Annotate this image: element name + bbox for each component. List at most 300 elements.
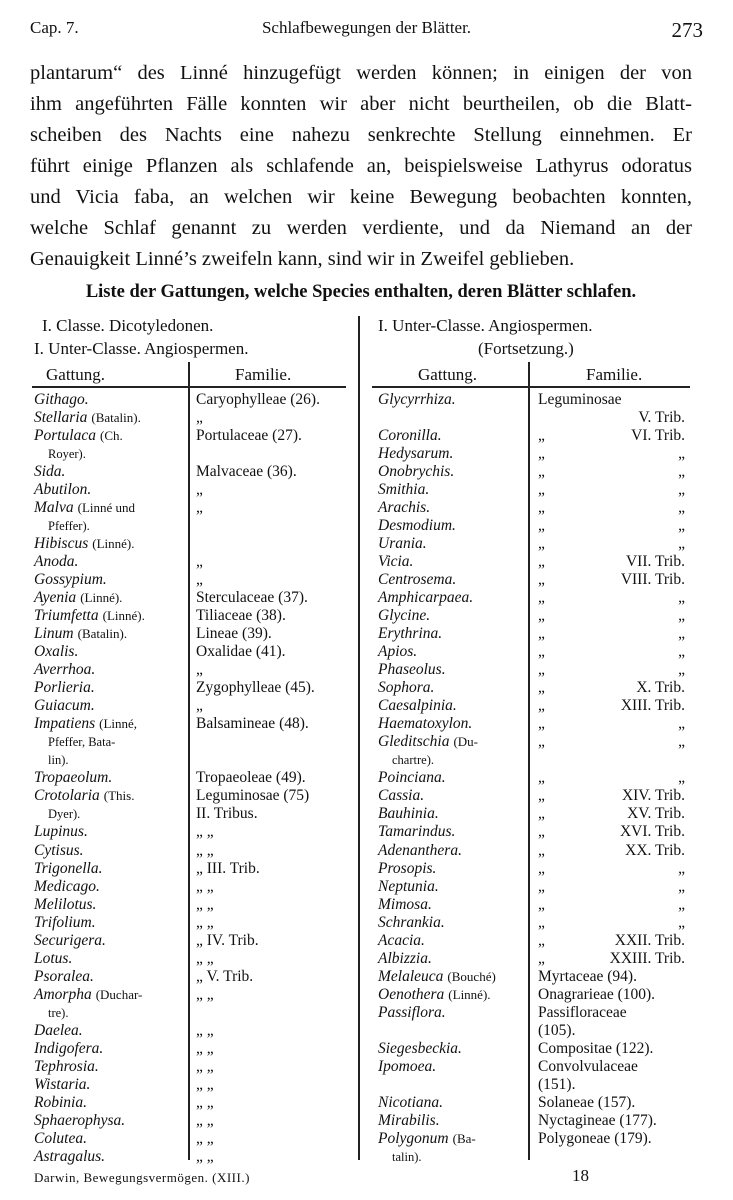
family-entry: „ — [538, 949, 545, 967]
tribe-entry: „ — [678, 445, 685, 463]
genus-name: Cassia. — [378, 787, 425, 805]
genus-name: Polygonum — [378, 1129, 449, 1147]
family-entry: „ — [538, 877, 545, 895]
left-inner-divider — [188, 362, 190, 1160]
tribe-entry: XIII. Trib. — [620, 697, 685, 715]
tribe-entry: X. Trib. — [636, 679, 685, 697]
family-entry: „ — [538, 733, 545, 751]
genus-entry — [378, 1112, 440, 1130]
family-entry: „ — [538, 697, 545, 715]
tribe-entry: „ — [678, 625, 685, 643]
tribe-entry: XX. Trib. — [625, 841, 685, 859]
paragraph-line: plantarum“ des Linné hinzugefügt werden können; in einigen der von — [30, 62, 692, 84]
genus-entry — [34, 571, 107, 589]
genus-name: Guiacum. — [34, 697, 95, 715]
family-entry: „ „ — [196, 1057, 214, 1075]
genus-name: Stellaria — [34, 409, 88, 427]
genus-name: Astragalus. — [34, 1147, 106, 1165]
genus-name: Ayenia — [34, 589, 77, 607]
tribe-entry: „ — [678, 733, 685, 751]
genus-name: Haematoxylon. — [378, 715, 473, 733]
tribe-entry: „ — [678, 607, 685, 625]
genus-entry — [34, 1094, 87, 1112]
genus-entry — [34, 769, 112, 787]
family-entry: Portulaceae (27). — [196, 427, 302, 445]
tribe-entry: „ — [678, 463, 685, 481]
family-entry: „ — [196, 697, 203, 715]
family-entry: „ — [538, 535, 545, 553]
family-entry: „ „ — [196, 1147, 214, 1165]
family-entry: „ „ — [196, 1039, 214, 1057]
paragraph-line: und Vicia faba, an welchen wir keine Bewegung beobachten konnten, — [30, 186, 692, 208]
genus-name: Acacia. — [378, 931, 425, 949]
genus-entry — [48, 1004, 68, 1022]
family-entry: „ — [538, 679, 545, 697]
authority-note: (Ba- — [452, 1130, 476, 1146]
genus-name: Apios. — [378, 643, 418, 661]
genus-entry — [48, 517, 90, 535]
tribe-entry: „ — [678, 661, 685, 679]
family-entry: „ „ — [196, 913, 214, 931]
genus-entry — [34, 878, 100, 896]
genus-name: Ipomoea. — [378, 1057, 437, 1075]
genus-entry — [378, 661, 446, 679]
authority-note: talin). — [392, 1149, 422, 1164]
genus-name: Triumfetta — [34, 607, 99, 625]
genus-entry — [34, 553, 78, 571]
genus-entry — [378, 842, 462, 860]
body-paragraph — [30, 58, 692, 275]
genus-name: Tamarindus. — [378, 823, 456, 841]
tribe-entry: „ — [678, 481, 685, 499]
tribe-entry: „ — [678, 877, 685, 895]
genus-entry — [34, 1040, 103, 1058]
genus-entry — [378, 427, 442, 445]
genus-entry — [378, 932, 425, 950]
genus-entry — [378, 968, 496, 986]
family-entry: „ „ — [196, 1111, 214, 1129]
genus-entry — [378, 896, 432, 914]
family-entry: „ — [538, 769, 545, 787]
genus-name: Anoda. — [34, 553, 79, 571]
family-entry: „ „ — [196, 1075, 214, 1093]
genus-name: Adenanthera. — [378, 841, 462, 859]
genus-name: Amphicarpaea. — [378, 589, 474, 607]
family-entry: Balsamineae (48). — [196, 715, 309, 733]
genus-name: Sida. — [34, 463, 66, 481]
page-number: 273 — [671, 18, 703, 42]
authority-note: (Ch. — [100, 428, 123, 444]
family-entry: „ „ — [196, 1093, 214, 1111]
genus-name: Cytisus. — [34, 841, 84, 859]
genus-entry — [34, 427, 123, 445]
signature-mark: 18 — [572, 1166, 589, 1185]
genus-entry — [34, 409, 141, 427]
family-entry: Solaneae (157). — [538, 1093, 636, 1111]
authority-note: (Linné, — [99, 716, 138, 732]
genus-entry — [378, 535, 427, 553]
genus-name: Sphaerophysa. — [34, 1111, 126, 1129]
genus-entry — [34, 787, 134, 805]
genus-entry — [378, 715, 472, 733]
genus-name: Linum — [34, 625, 74, 643]
family-entry: „ — [196, 553, 203, 571]
left-class-heading: I. Classe. Dicotyledonen. — [42, 316, 214, 335]
family-entry: „ — [196, 481, 203, 499]
genus-name: Vicia. — [378, 553, 414, 571]
genus-entry — [34, 679, 95, 697]
right-continued-label: (Fortsetzung.) — [478, 339, 574, 358]
genus-name: Indigofera. — [34, 1039, 104, 1057]
genus-name: Daelea. — [34, 1021, 83, 1039]
authority-note: (Linné). — [80, 590, 123, 606]
family-entry: Polygoneae (179). — [538, 1129, 652, 1147]
family-entry: „ „ — [196, 823, 214, 841]
genus-entry — [378, 571, 456, 589]
genus-name: Averrhoa. — [34, 661, 96, 679]
genus-name: Crotolaria — [34, 787, 100, 805]
genus-entry — [34, 391, 89, 409]
tribe-entry: „ — [678, 499, 685, 517]
genus-entry — [378, 986, 491, 1004]
genus-name: Glycyrrhiza. — [378, 391, 456, 408]
genus-name: Glycine. — [378, 607, 431, 625]
genus-entry — [378, 553, 413, 571]
family-entry: „ „ — [196, 841, 214, 859]
genus-entry — [34, 499, 135, 517]
tribe-entry: XXIII. Trib. — [609, 949, 685, 967]
genus-entry — [378, 860, 436, 878]
family-entry: „ — [538, 715, 545, 733]
tribe-entry: „ — [678, 913, 685, 931]
tribe-entry: „ — [678, 643, 685, 661]
family-entry: „ — [538, 499, 545, 517]
family-entry: „ — [538, 661, 545, 679]
right-col-genus-header: Gattung. — [418, 365, 478, 384]
authority-note: (Batalin). — [91, 410, 141, 426]
genus-name: Desmodium. — [378, 517, 456, 535]
genus-entry — [34, 643, 78, 661]
family-entry: „ — [538, 427, 545, 445]
genus-name: Trifolium. — [34, 913, 96, 931]
family-entry: Zygophylleae (45). — [196, 679, 315, 697]
genus-name: Hedysarum. — [378, 445, 454, 463]
genus-name: Portulaca — [34, 427, 96, 445]
paragraph-line: welche Schlaf genannt zu werden verdiente, und da Niemand an der — [30, 217, 692, 239]
family-entry: „ — [538, 481, 545, 499]
family-entry: „ — [538, 643, 545, 661]
authority-note: Pfeffer, Bata- — [48, 735, 116, 750]
genus-entry — [34, 1148, 105, 1166]
family-entry: „ — [196, 409, 203, 427]
authority-note: (Linné). — [102, 608, 145, 624]
right-header-rule — [372, 386, 690, 388]
family-entry: Leguminosae — [538, 391, 622, 408]
family-entry: „ „ — [196, 895, 214, 913]
tribe-entry: VI. Trib. — [631, 427, 685, 445]
genus-entry — [34, 896, 96, 914]
family-entry: II. Tribus. — [196, 805, 258, 823]
genus-entry — [378, 733, 478, 751]
tribe-entry: V. Trib. — [638, 409, 685, 427]
family-entry: „ V. Trib. — [196, 967, 254, 985]
genus-entry — [378, 697, 457, 715]
tribe-entry: XVI. Trib. — [619, 823, 685, 841]
genus-entry — [378, 1094, 443, 1112]
tribe-entry: XXII. Trib. — [614, 931, 685, 949]
center-divider — [358, 316, 360, 1160]
genus-entry — [378, 823, 455, 841]
left-col-family-header: Familie. — [235, 365, 292, 384]
genus-name: Medicago. — [34, 877, 100, 895]
tribe-entry: „ — [678, 769, 685, 787]
family-entry: Malvaceae (36). — [196, 463, 297, 481]
genus-name: Psoralea. — [34, 967, 94, 985]
authority-note: (Linné). — [92, 536, 135, 552]
genus-entry — [34, 607, 145, 625]
genus-name: Tephrosia. — [34, 1057, 99, 1075]
family-entry: „ — [196, 499, 203, 517]
page-header — [30, 18, 703, 48]
family-entry: „ — [538, 823, 545, 841]
genus-entry — [34, 1076, 90, 1094]
tribe-entry: „ — [678, 859, 685, 877]
right-col-family-header: Familie. — [586, 365, 643, 384]
authority-note: (Linné und — [77, 500, 136, 516]
genus-entry — [48, 445, 86, 463]
genus-entry — [378, 499, 430, 517]
genus-name: Urania. — [378, 535, 427, 553]
genus-entry — [34, 589, 122, 607]
authority-note: chartre). — [392, 753, 434, 768]
genus-name: Abutilon. — [34, 481, 92, 499]
genus-entry — [378, 914, 445, 932]
family-entry: „ — [538, 913, 545, 931]
genus-entry — [34, 661, 95, 679]
genus-entry — [378, 950, 432, 968]
genus-entry — [34, 860, 102, 878]
tribe-entry: „ — [678, 895, 685, 913]
left-subclass-heading: I. Unter-Classe. Angiospermen. — [34, 339, 249, 358]
family-entry: „ — [538, 607, 545, 625]
family-entry: „ — [538, 589, 545, 607]
authority-note: lin). — [48, 753, 69, 768]
genus-name: Gleditschia — [378, 733, 450, 751]
genus-entry — [378, 1040, 462, 1058]
family-entry: Leguminosae (75) — [196, 787, 310, 805]
genus-name: Poinciana. — [378, 769, 446, 787]
genus-name: Hibiscus — [34, 535, 89, 553]
genus-name: Prosopis. — [378, 859, 437, 877]
genus-entry — [378, 787, 424, 805]
right-subclass-heading: I. Unter-Classe. Angiospermen. — [378, 316, 593, 335]
genus-entry — [34, 986, 142, 1004]
tribe-entry: VII. Trib. — [625, 553, 685, 571]
family-entry: Caryophylleae (26). — [196, 391, 320, 408]
genus-entry — [34, 842, 84, 860]
genus-name: Malva — [34, 499, 74, 517]
family-entry: „ — [538, 859, 545, 877]
genus-name: Lotus. — [34, 949, 73, 967]
genus-entry — [378, 1058, 436, 1076]
genus-name: Trigonella. — [34, 859, 103, 877]
family-entry: „ — [538, 445, 545, 463]
genus-name: Caesalpinia. — [378, 697, 457, 715]
genus-name: Neptunia. — [378, 877, 439, 895]
genus-entry — [378, 607, 430, 625]
genus-name: Smithia. — [378, 481, 430, 499]
family-entry: „ — [196, 571, 203, 589]
genus-entry — [34, 1058, 99, 1076]
genus-entry — [34, 697, 95, 715]
family-entry: Sterculaceae (37). — [196, 589, 308, 607]
genus-entry — [48, 733, 115, 751]
authority-note: tre). — [48, 1005, 69, 1020]
family-entry: „ — [196, 661, 203, 679]
family-entry: Lineae (39). — [196, 625, 272, 643]
family-entry: Convolvulaceae — [538, 1057, 638, 1075]
genus-entry — [34, 1022, 83, 1040]
tribe-entry: XIV. Trib. — [621, 787, 685, 805]
left-header-rule — [32, 386, 346, 388]
genus-name: Melaleuca — [378, 967, 444, 985]
genus-name: Centrosema. — [378, 571, 457, 589]
chapter-label: Cap. 7. — [30, 18, 79, 37]
genus-name: Schrankia. — [378, 913, 445, 931]
tribe-entry: „ — [678, 517, 685, 535]
left-col-genus-header: Gattung. — [46, 365, 106, 384]
genus-entry — [378, 805, 439, 823]
genus-name: Arachis. — [378, 499, 431, 517]
genus-entry — [378, 878, 439, 896]
genus-name: Passiflora. — [378, 1003, 446, 1021]
genus-entry — [378, 391, 456, 409]
family-entry: „ — [538, 787, 545, 805]
family-entry: „ „ — [196, 949, 214, 967]
genus-name: Porlieria. — [34, 679, 95, 697]
genus-entry — [34, 481, 91, 499]
genus-entry — [392, 751, 434, 769]
genus-entry — [378, 589, 473, 607]
genus-entry — [378, 517, 456, 535]
family-entry: Oxalidae (41). — [196, 643, 286, 661]
genus-name: Gossypium. — [34, 571, 107, 589]
genus-entry — [48, 805, 80, 823]
tribe-entry: VIII. Trib. — [620, 571, 685, 589]
genus-entry — [34, 715, 137, 733]
genus-entry — [34, 1130, 87, 1148]
family-entry: „ — [538, 571, 545, 589]
genus-entry — [48, 751, 68, 769]
family-entry: „ — [538, 463, 545, 481]
genus-name: Oenothera — [378, 985, 445, 1003]
family-entry: Onagrarieae (100). — [538, 985, 656, 1003]
genus-entry — [378, 445, 453, 463]
genus-entry — [378, 643, 417, 661]
genus-entry — [34, 463, 65, 481]
running-title: Schlafbewegungen der Blätter. — [261, 18, 472, 37]
genus-entry — [378, 769, 446, 787]
authority-note: Pfeffer). — [48, 519, 90, 534]
genus-name: Sophora. — [378, 679, 435, 697]
genus-name: Mimosa. — [378, 895, 432, 913]
family-entry: (105). — [538, 1021, 576, 1039]
footer-imprint: Darwin, Bewegungsvermögen. (XIII.) — [34, 1170, 250, 1185]
genus-name: Impatiens — [34, 715, 96, 733]
genus-entry — [34, 535, 134, 553]
family-entry: „ — [538, 625, 545, 643]
family-entry: „ — [538, 931, 545, 949]
tribe-entry: XV. Trib. — [627, 805, 685, 823]
authority-note: (Du- — [453, 734, 479, 750]
genus-entry — [378, 1130, 476, 1148]
genus-entry — [34, 914, 96, 932]
paragraph-line: führt einige Pflanzen als schlafende an, beispielsweise Lathyrus odoratus — [30, 155, 692, 177]
paragraph-line: ihm angeführten Fälle konnten wir aber nicht beurtheilen, ob die Blatt- — [30, 93, 692, 115]
family-entry: „ „ — [196, 877, 214, 895]
genus-name: Phaseolus. — [378, 661, 446, 679]
authority-note: Dyer). — [48, 807, 81, 822]
family-entry: „ „ — [196, 1021, 214, 1039]
genus-entry — [34, 823, 88, 841]
genus-entry — [34, 932, 106, 950]
paragraph-line: Genauigkeit Linné’s zweifeln kann, sind wir in Zweifel geblieben. — [30, 248, 575, 270]
authority-note: (Linné). — [448, 986, 491, 1002]
genus-name: Securigera. — [34, 931, 106, 949]
genus-name: Lupinus. — [34, 823, 88, 841]
genus-entry — [34, 625, 127, 643]
family-entry: Passifloraceae — [538, 1003, 627, 1021]
tribe-entry: „ — [678, 589, 685, 607]
family-entry: „ „ — [196, 985, 214, 1003]
authority-note: (Bouché) — [447, 968, 496, 984]
genus-entry — [392, 1148, 422, 1166]
family-entry: Compositae (122). — [538, 1039, 654, 1057]
genus-name: Wistaria. — [34, 1075, 91, 1093]
genus-name: Tropaeolum. — [34, 769, 113, 787]
genus-entry — [34, 950, 72, 968]
genus-entry — [378, 463, 454, 481]
tribe-entry: „ — [678, 535, 685, 553]
genus-entry — [378, 679, 434, 697]
family-entry: Tropaeoleae (49). — [196, 769, 306, 787]
genus-name: Robinia. — [34, 1093, 87, 1111]
genus-name: Siegesbeckia. — [378, 1039, 462, 1057]
authority-note: Royer). — [48, 447, 86, 462]
genus-entry — [378, 1004, 446, 1022]
family-entry: „ — [538, 895, 545, 913]
family-entry: „ — [538, 517, 545, 535]
family-entry: „ III. Trib. — [196, 859, 260, 877]
genus-entry — [34, 1112, 125, 1130]
family-entry: Tiliaceae (38). — [196, 607, 286, 625]
family-entry: Myrtaceae (94). — [538, 967, 637, 985]
genus-name: Amorpha — [34, 985, 92, 1003]
authority-note: (Batalin). — [77, 626, 128, 642]
right-inner-divider — [528, 362, 530, 1160]
family-entry: „ — [538, 553, 545, 571]
family-entry: „ — [538, 805, 545, 823]
genus-name: Githago. — [34, 391, 89, 408]
family-entry: „ „ — [196, 1129, 214, 1147]
authority-note: (This. — [103, 788, 135, 804]
family-entry: (151). — [538, 1075, 576, 1093]
genus-name: Onobrychis. — [378, 463, 455, 481]
family-entry: „ — [538, 841, 545, 859]
paragraph-line: scheiben des Nachts eine nahezu senkrechte Stellung einnehmen. Er — [30, 124, 692, 146]
genus-name: Nicotiana. — [378, 1093, 444, 1111]
genus-name: Albizzia. — [378, 949, 432, 967]
